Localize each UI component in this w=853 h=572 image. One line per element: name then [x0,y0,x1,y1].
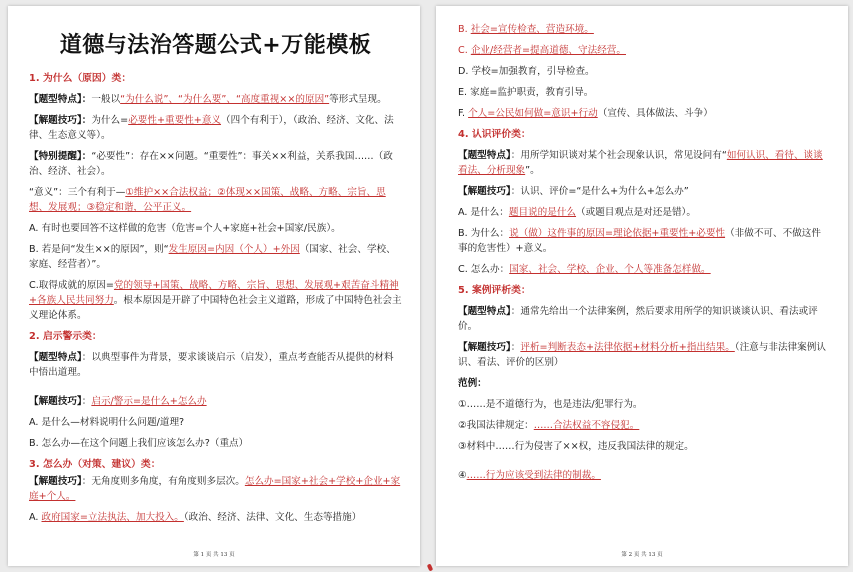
highlight-text: ……行为应该受到法律的制裁。 [466,470,601,481]
highlight-text: 怎么办=国家+社会+学校+企业+家庭+个人。 [29,476,401,502]
what-to-do-item-a [29,510,402,525]
page-title: 道德与法治答题公式+万能模板 [59,33,372,58]
enlightenment-question-features [29,350,402,380]
text: ：认识、评价=“是什么+为什么+怎么办” [510,186,689,197]
highlight-text: ①维护××合法权益；②体现××国策、战略、方略、宗旨、思想、发展观；③稳定和谐，公平正义。 [29,187,386,213]
text: “意义”：三个有利于— [29,187,126,198]
highlight-text: 企业/经营者=提高道德、守法经营。 [470,45,626,56]
label: 【特别提醒】： [29,151,92,162]
why-item-a: A. 有时也要回答不这样做的危害（危害=个人+家庭+社会+国家/民族）。 [29,223,341,234]
text: B. 若是问“发生××的原因”，则“ [29,244,169,255]
label: 【解题技巧】 [458,186,511,197]
label: 【解题技巧】 [29,396,82,407]
text: （宣传、具体做法、斗争） [597,108,713,119]
why-item-b [29,242,402,272]
label: 【解题技巧】： [29,115,92,126]
text: C.取得成就的原因= [29,280,114,291]
highlight-text: 国家、社会、学校、企业、个人等准备怎样做。 [509,264,711,275]
highlight-text: 必要性+重要性+意义 [128,115,222,126]
section-heading-enlightenment: 2. 启示警示类： [29,331,102,342]
highlight-text: 说（做）这件事的原因=理论依据+重要性+必要性 [509,228,726,239]
highlight-text: 评析=判断表态+法律依据+材料分析+指出结果。 [520,342,735,353]
label: 【解题技巧】 [458,342,511,353]
section-heading-evaluation: 4. 认识评价类： [458,129,531,140]
example-label: 范例： [458,378,487,389]
highlight-text: 如何认识、看待、谈谈看法、分析现象 [458,150,823,176]
highlight-text: 党的领导+国策、战略、方略、宗旨、思想、发展观+艰苦奋斗精神+各族人民共同努力 [29,280,399,306]
measure-item-f [458,106,828,121]
text: C. [458,45,471,56]
text: ：通常先给出一个法律案例，然后要求用所学的知识谈谈认识、看法或评价。 [458,306,818,332]
enlightenment-item-a: A. 是什么—材料说明什么问题/道理? [29,417,185,428]
highlight-text: 个人=公民如何做=意识+行动 [468,108,598,119]
text: “必要性”：存在××问题。“重要性”：事关××利益，关系我国……（政治、经济、社会）。 [29,151,393,177]
highlight-text: 发生原因=内因（个人）+外因 [168,244,300,255]
text: 为什么= [91,115,129,126]
example-line-1: ①……是不道德行为，也是违法/犯罪行为。 [458,399,643,410]
text: ②我国法律规定： [458,420,534,431]
enlightenment-solving-tips [29,394,402,409]
text: A. [29,512,42,523]
text: ”。 [525,165,540,176]
text: （非做不可、不做这件事的危害性）+意义。 [458,228,821,254]
text: （四个有利于），（政治、经济、文化、法律、生态意义等）。 [29,115,394,141]
text: 。根本原因是开辟了中国特色社会主义道路，形成了中国特色社会主义理论体系。 [29,295,402,321]
page-footer: 第 2 页 共 13 页 [621,552,663,558]
text: ：无角度则多角度，有角度则多层次。 [81,476,245,487]
text: 一般以 [91,94,121,105]
measure-item-d: D. 学校=加强教育，引导检查。 [458,66,595,77]
evaluation-question-features [458,148,828,178]
why-question-features [29,92,402,107]
text: ：用所学知识谈对某个社会现象认识，常见设问有“ [510,150,727,161]
evaluation-item-a [458,205,828,220]
text: （注意与非法律案例认识、看法、评价的区别） [458,342,826,368]
example-line-3: ③材料中……行为侵害了××权，违反我国法律的规定。 [458,441,694,452]
case-question-features [458,304,828,334]
why-significance [29,185,402,215]
what-to-do-solving-tips [29,474,402,504]
highlight-text: 政府国家=立法执法、加大投入。 [41,512,184,523]
measure-item-e: E. 家庭=监护职责，教育引导。 [458,87,594,98]
text: ：以典型事件为背景，要求谈谈启示（启发），重点考查能否从提供的材料中悟出道理。 [29,352,394,378]
why-item-c [29,278,402,323]
text: ④ [458,470,467,481]
text: A. 是什么： [458,207,509,218]
example-line-4 [458,468,828,483]
text: （或题目观点是对还是错）。 [576,207,696,218]
text: B. 为什么： [458,228,510,239]
why-special-reminder [29,149,402,179]
highlight-text: “为什么说”、“为什么要”、“高度重视××的原因” [120,94,330,105]
evaluation-solving-tips [458,184,828,199]
text: B. [458,24,471,35]
text: ： [81,396,92,407]
label: 【题型特点】 [458,150,511,161]
example-line-2 [458,418,828,433]
section-heading-case-analysis: 5. 案例评析类： [458,285,531,296]
enlightenment-item-b: B. 怎么办—在这个问题上我们应该怎么办?（重点） [29,438,249,449]
text: 等形式呈现。 [329,94,387,105]
case-solving-tips [458,340,828,370]
label: 【解题技巧】 [29,476,82,487]
text: ： [510,342,521,353]
text: F. [458,108,469,119]
page-footer: 第 1 页 共 13 页 [193,552,235,558]
section-heading-what-to-do: 3. 怎么办（对策、建议）类： [29,459,161,470]
label: 【题型特点】 [458,306,511,317]
why-solving-tips [29,113,402,143]
text: （国家、社会、学校、家庭、经营者）”。 [29,244,396,270]
highlight-text: ……合法权益不容侵犯。 [533,420,640,431]
highlight-text: 社会=宣传检查、营造环境。 [470,24,594,35]
measure-item-b [458,22,828,37]
highlight-text: 题目说的是什么 [508,207,577,218]
highlight-text: 启示/警示=是什么+怎么办 [91,396,207,407]
label: 【题型特点】： [29,94,92,105]
text: C. 怎么办： [458,264,510,275]
section-heading-why: 1. 为什么（原因）类： [29,73,132,84]
measure-item-c [458,43,828,58]
document-page-1 [8,6,420,566]
cursor-mark [427,563,434,571]
evaluation-item-b [458,226,828,256]
evaluation-item-c [458,262,828,277]
label: 【题型特点】 [29,352,82,363]
document-page-2 [436,6,848,566]
text: （政治、经济、法律、文化、生态等措施） [183,512,362,523]
